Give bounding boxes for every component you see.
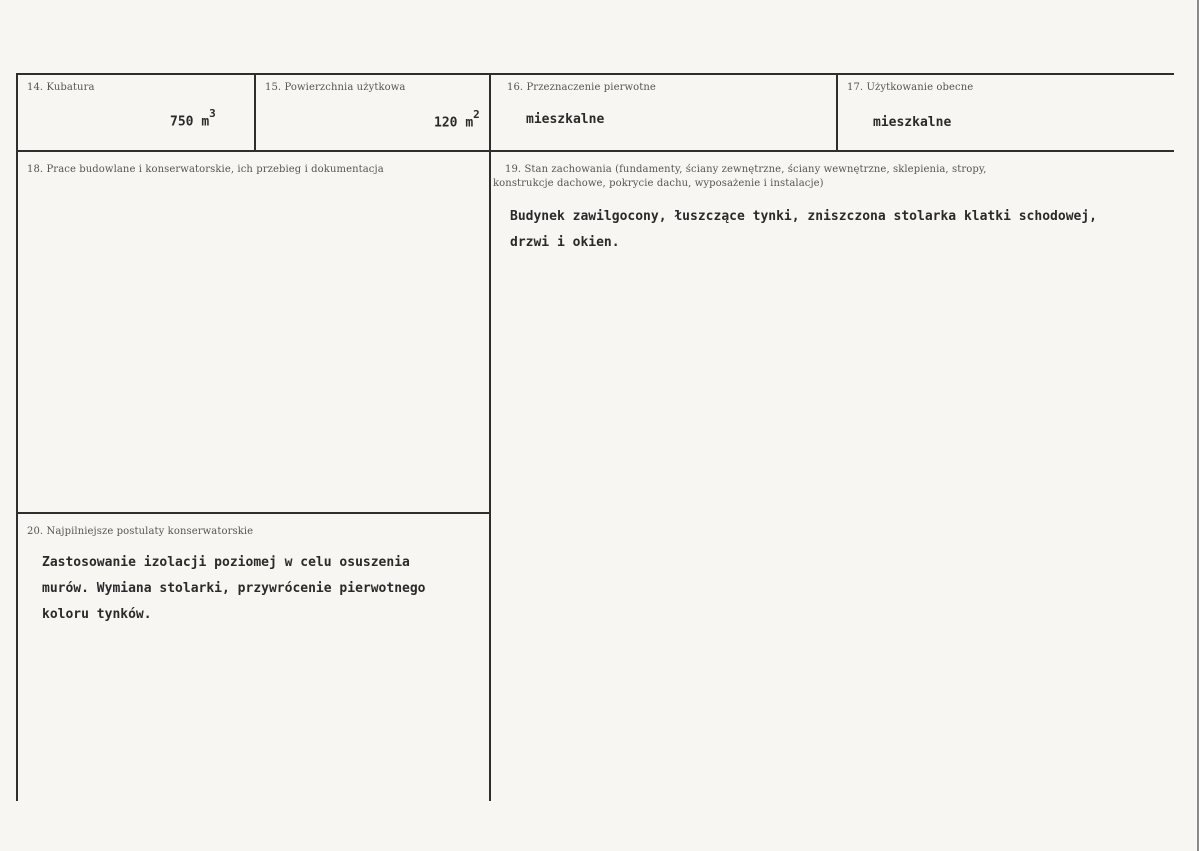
field-20-text-line-2: murów. Wymiana stolarki, przywrócenie pierwotnego	[42, 581, 426, 596]
kubatura-number: 750	[170, 114, 194, 130]
field-19-text-line-1: Budynek zawilgocony, łuszczące tynki, zniszczona stolarka klatki schodowej,	[510, 209, 1097, 224]
kubatura-unit: m	[201, 114, 210, 130]
section-20-top-rule	[16, 512, 490, 514]
divider-14-15	[254, 73, 256, 152]
field-19-text-line-2: drzwi i okien.	[510, 235, 620, 250]
divider-15-16	[489, 73, 491, 801]
field-14-label: 14. Kubatura	[27, 82, 95, 93]
field-15-value	[434, 108, 480, 131]
field-20-label: 20. Najpilniejsze postulaty konserwatorskie	[27, 526, 254, 537]
field-16-value: mieszkalne	[526, 112, 605, 127]
field-20-text-line-3: koloru tynków.	[42, 607, 152, 622]
kubatura-exponent: 3	[209, 107, 216, 120]
field-19-text	[510, 204, 1097, 256]
field-17-label: 17. Użytkowanie obecne	[847, 82, 974, 93]
field-15-label: 15. Powierzchnia użytkowa	[265, 82, 406, 93]
field-17-value: mieszkalne	[873, 115, 952, 130]
field-14-value	[170, 107, 216, 130]
powierzchnia-unit: m	[465, 115, 474, 131]
field-19-label-line-2: konstrukcje dachowe, pokrycie dachu, wyposażenie i instalacje)	[493, 178, 824, 189]
field-19-label-line-1: 19. Stan zachowania (fundamenty, ściany zewnętrzne, ściany wewnętrzne, sklepienia, stropy,	[505, 164, 987, 175]
field-16-label: 16. Przeznaczenie pierwotne	[507, 82, 656, 93]
field-20-text	[42, 550, 426, 628]
divider-16-17	[836, 73, 838, 152]
powierzchnia-number: 120	[434, 115, 458, 131]
header-row-bottom-rule	[16, 150, 1174, 152]
left-rule	[16, 73, 18, 801]
field-20-text-line-1: Zastosowanie izolacji poziomej w celu osuszenia	[42, 555, 410, 570]
top-rule	[16, 73, 1174, 75]
field-18-label: 18. Prace budowlane i konserwatorskie, ich przebieg i dokumentacja	[27, 164, 384, 175]
powierzchnia-exponent: 2	[473, 108, 480, 121]
